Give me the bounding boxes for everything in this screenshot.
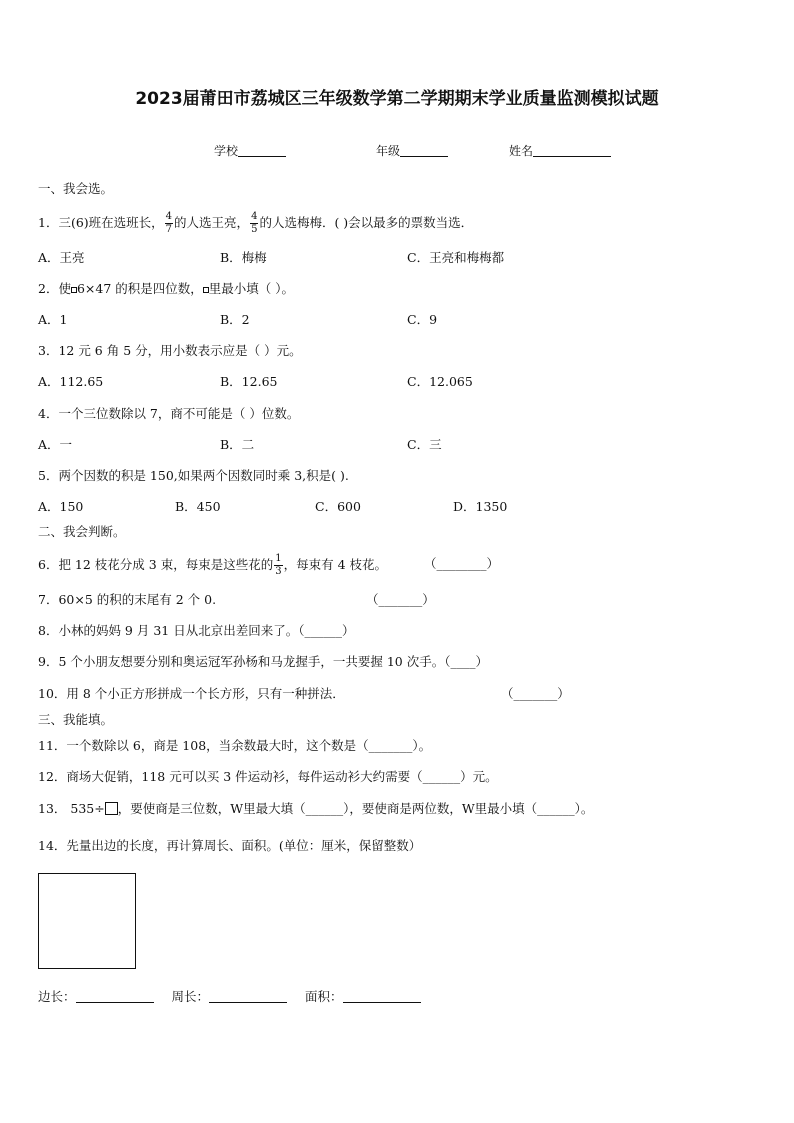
question-3: 3．12 元 6 角 5 分，用小数表示应是（ ）元。 <box>38 343 302 358</box>
section-3-heading: 三、我能填。 <box>38 712 114 727</box>
grade-field <box>376 144 448 157</box>
question-1 <box>38 208 473 238</box>
grade-blank[interactable] <box>400 144 448 157</box>
square-placeholder-icon <box>105 802 118 815</box>
school-blank[interactable] <box>238 144 286 157</box>
grade-label: 年级 <box>376 144 401 158</box>
question-4: 4．一个三位数除以 7，商不可能是（ ）位数。 <box>38 406 300 421</box>
section-1-heading: 一、我会选。 <box>38 181 114 196</box>
q5-option-c[interactable]: C．600 <box>315 499 361 514</box>
q1-text-c: 的人选梅梅．( )会以最多的票数当选． <box>259 215 474 230</box>
fraction-1-3: $\frac{1}{3}$ <box>275 553 282 577</box>
q1-option-c[interactable]: C．王亮和梅梅都 <box>407 250 505 265</box>
fraction-4-5: $\frac{4}{5}$ <box>251 211 258 235</box>
question-6: 6．把 12 枝花分成 3 束，每束是这些花的 $\frac{1}{3}$ ，每束有 4 枝花。 <box>38 553 387 577</box>
q3-option-c[interactable]: C．12.065 <box>407 374 473 389</box>
q6-answer-blank[interactable]: （________） <box>424 556 500 571</box>
page-title: 2023届莆田市荔城区三年级数学第二学期期末学业质量监测模拟试题 <box>135 89 659 109</box>
square-figure <box>38 873 136 969</box>
answer-row <box>38 990 421 1004</box>
q4-option-a[interactable]: A．一 <box>38 437 73 452</box>
q5-option-a[interactable]: A．150 <box>38 499 84 514</box>
name-field <box>509 144 611 157</box>
q10-answer-blank[interactable]: （_______） <box>501 686 570 701</box>
side-length-label: 边长： <box>38 989 76 1004</box>
question-13: 13． 535÷ ，要使商是三位数，W里最大填（______），要使商是两位数，W里最小填（______）。 <box>38 801 594 816</box>
school-label: 学校 <box>214 144 239 158</box>
q2-option-b[interactable]: B．2 <box>220 312 250 327</box>
perimeter-label: 周长： <box>171 989 210 1004</box>
perimeter-blank[interactable] <box>209 990 287 1003</box>
name-blank[interactable] <box>533 144 611 157</box>
q5-option-b[interactable]: B．450 <box>175 499 221 514</box>
section-2-heading: 二、我会判断。 <box>38 524 126 539</box>
side-length-blank[interactable] <box>76 990 154 1003</box>
question-12: 12．商场大促销，118 元可以买 3 件运动衫，每件运动衫大约需要（______）元。 <box>38 769 498 784</box>
question-14: 14．先量出边的长度，再计算周长、面积。(单位：厘米，保留整数） <box>38 838 422 853</box>
question-11: 11．一个数除以 6，商是 108，当余数最大时，这个数是（_______）。 <box>38 738 432 753</box>
q4-option-b[interactable]: B．二 <box>220 437 255 452</box>
question-2: 2．使 6×47 的积是四位数， 里最小填（ ）。 <box>38 281 294 296</box>
q1-text-b: 的人选王亮， <box>174 215 250 230</box>
question-9: 9．5 个小朋友想要分别和奥运冠军孙杨和马龙握手，一共要握 10 次手。（____） <box>38 654 488 669</box>
school-field <box>214 144 286 157</box>
q5-option-d[interactable]: D．1350 <box>453 499 508 514</box>
q3-option-a[interactable]: A．112.65 <box>38 374 104 389</box>
fraction-4-7: $\frac{4}{7}$ <box>165 211 173 235</box>
q1-option-a[interactable]: A．王亮 <box>38 250 85 265</box>
question-7: 7．60×5 的积的末尾有 2 个 0. <box>38 592 217 607</box>
area-blank[interactable] <box>343 990 421 1003</box>
area-label: 面积： <box>305 989 343 1004</box>
name-label: 姓名 <box>509 144 534 158</box>
question-8: 8．小林的妈妈 9 月 31 日从北京出差回来了。（______） <box>38 623 355 638</box>
q4-option-c[interactable]: C．三 <box>407 437 442 452</box>
question-10: 10．用 8 个小正方形拼成一个长方形，只有一种拼法． <box>38 686 345 701</box>
q7-answer-blank[interactable]: （_______） <box>366 592 435 607</box>
q1-option-b[interactable]: B．梅梅 <box>220 250 267 265</box>
q2-option-c[interactable]: C．9 <box>407 312 438 327</box>
q2-option-a[interactable]: A．1 <box>38 312 68 327</box>
q3-option-b[interactable]: B．12.65 <box>220 374 278 389</box>
question-5: 5．两个因数的积是 150,如果两个因数同时乘 3,积是( ). <box>38 468 349 483</box>
q1-text-a: 1．三(6)班在选班长， <box>38 215 164 230</box>
